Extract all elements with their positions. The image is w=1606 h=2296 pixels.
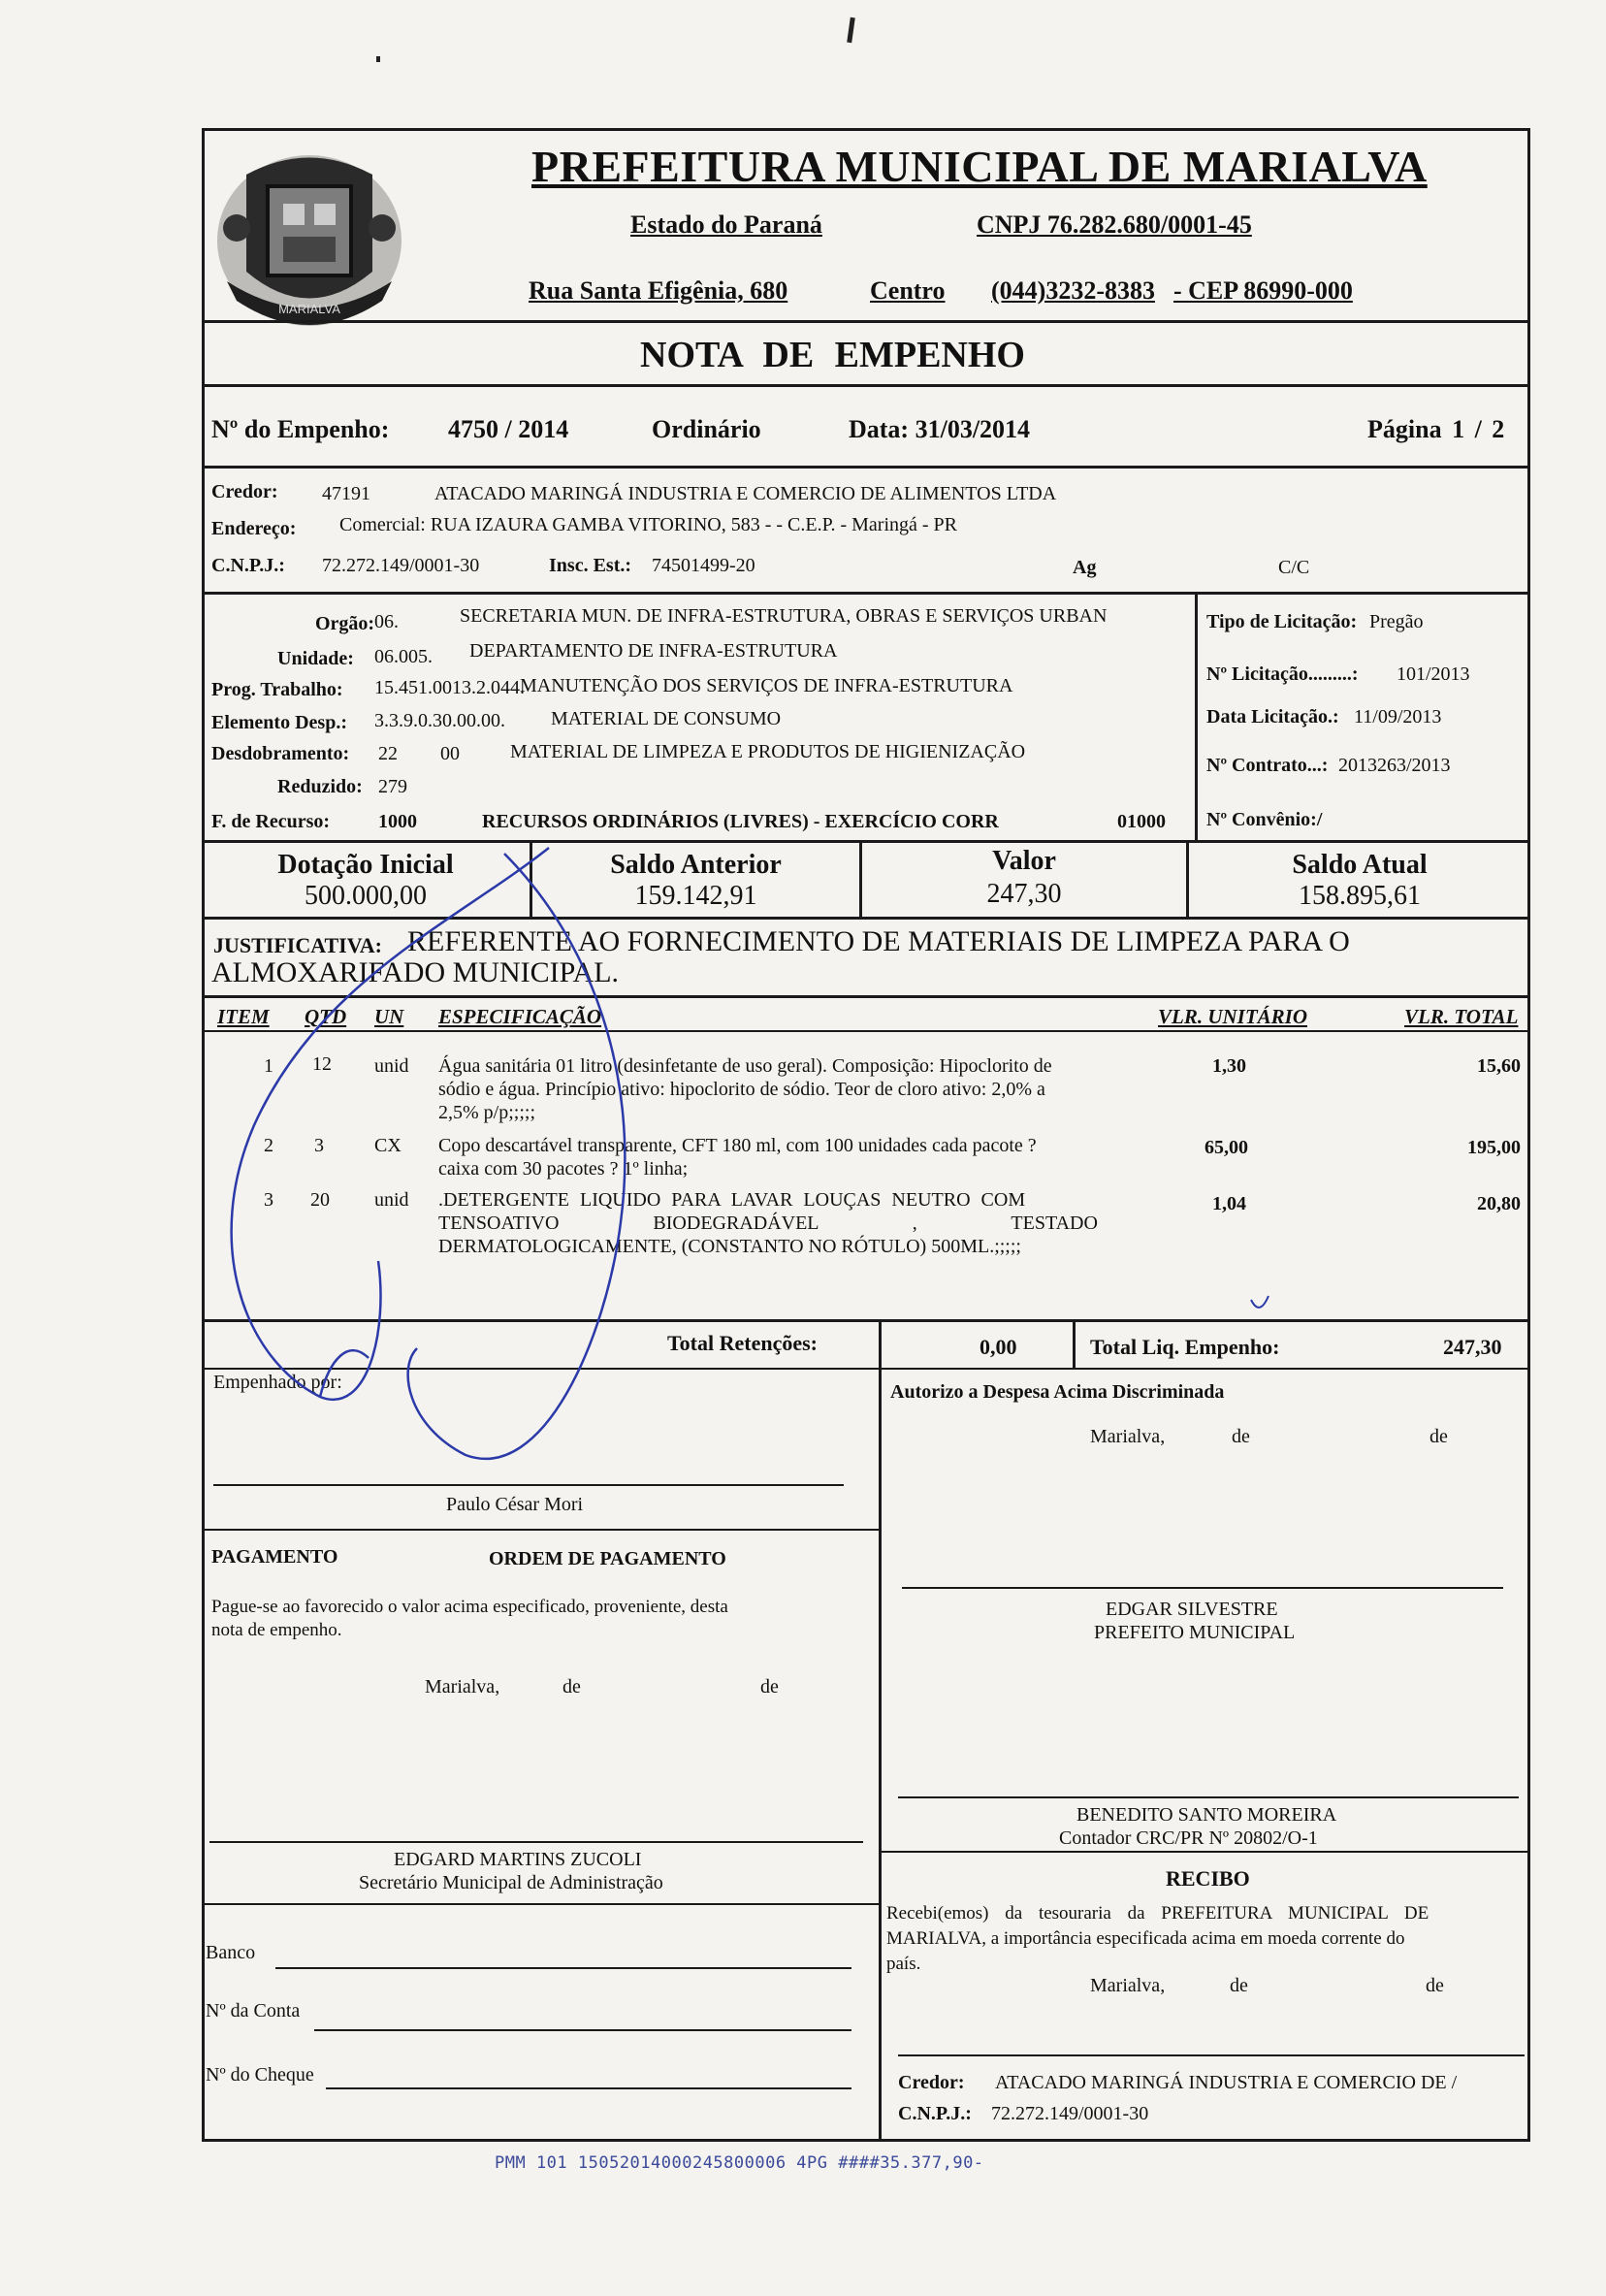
total-liq-value: 247,30 xyxy=(1443,1335,1502,1359)
col-especificacao: ESPECIFICAÇÃO xyxy=(438,1005,602,1028)
signature-line xyxy=(898,1796,1519,1798)
justificativa-label: JUSTIFICATIVA: xyxy=(213,933,383,957)
total-liq-label: Total Liq. Empenho: xyxy=(1090,1335,1280,1359)
col-vlr-unitario: VLR. UNITÁRIO xyxy=(1158,1005,1308,1028)
divider xyxy=(202,995,1530,998)
fonte-name: RECURSOS ORDINÁRIOS (LIVRES) - EXERCÍCIO CORR xyxy=(482,811,999,832)
valor-value: 247,30 xyxy=(986,879,1062,909)
licitacao-num-label: Nº Licitação.........: xyxy=(1206,663,1359,685)
elemento-label: Elemento Desp.: xyxy=(211,712,347,733)
item-number: 2 xyxy=(264,1135,273,1156)
empenho-date: Data: 31/03/2014 xyxy=(849,415,1031,443)
saldo-anterior-value: 159.142,91 xyxy=(634,881,757,911)
item-desc-line: sódio e água. Princípio ativo: hipoclorito de sódio. Teor de cloro ativo: 2,0% a xyxy=(438,1079,1045,1100)
divider xyxy=(1195,592,1198,842)
saldo-atual-value: 158.895,61 xyxy=(1299,881,1421,911)
recibo-text-line3: país. xyxy=(886,1954,921,1974)
item-vlr-unitario: 1,30 xyxy=(1212,1055,1246,1077)
recibo-text-line2: MARIALVA, a importância especificada acima em moeda corrente do xyxy=(886,1928,1405,1949)
banco-field-line xyxy=(275,1967,851,1969)
cheque-label: Nº do Cheque xyxy=(206,2064,314,2086)
banco-label: Banco xyxy=(206,1942,256,1963)
fonte-label: F. de Recurso: xyxy=(211,811,331,832)
municipal-seal xyxy=(208,136,411,340)
header-cnpj: CNPJ 76.282.680/0001-45 xyxy=(977,210,1252,239)
item-vlr-unitario: 1,04 xyxy=(1212,1193,1246,1214)
item-vlr-unitario: 65,00 xyxy=(1204,1137,1248,1158)
licitacao-type-label: Tipo de Licitação: xyxy=(1206,611,1358,632)
pagamento-label: PAGAMENTO xyxy=(211,1546,338,1568)
empenho-number: 4750 / 2014 xyxy=(448,415,569,443)
item-desc-line: TENSOATIVO BIODEGRADÁVEL , TESTADO xyxy=(438,1213,1098,1234)
cheque-field-line xyxy=(326,2087,851,2089)
ordem-pagamento-label: ORDEM DE PAGAMENTO xyxy=(489,1548,726,1569)
seal-text: MARIALVA xyxy=(278,302,340,316)
prog-code: 15.451.0013.2.044. xyxy=(374,677,525,698)
valor-label: Valor xyxy=(992,846,1056,876)
signature-line xyxy=(902,1587,1503,1589)
header-address: Rua Santa Efigênia, 680 xyxy=(529,276,788,305)
recibo-label: RECIBO xyxy=(1166,1866,1250,1891)
licitacao-type: Pregão xyxy=(1369,611,1424,632)
col-item: ITEM xyxy=(217,1005,270,1028)
fonte-code2: 01000 xyxy=(1117,811,1166,832)
item-qtd: 3 xyxy=(314,1135,324,1156)
credor-address: Comercial: RUA IZAURA GAMBA VITORINO, 583 - - C.E.P. - Maringá - PR xyxy=(339,514,958,535)
credor-label: Credor: xyxy=(211,481,278,502)
pagamento-city: Marialva, xyxy=(425,1676,500,1698)
conta-field-line xyxy=(314,2029,851,2031)
secretario-name: EDGARD MARTINS ZUCOLI xyxy=(394,1849,642,1870)
empenho-type: Ordinário xyxy=(652,415,761,443)
signature-line xyxy=(209,1841,863,1843)
desdobramento-code2: 00 xyxy=(440,743,460,764)
recibo-credor-label: Credor: xyxy=(898,2072,965,2093)
licitacao-date: 11/09/2013 xyxy=(1354,706,1442,728)
footer-code: PMM 101 15052014000245800006 4PG ####35.377,90- xyxy=(495,2153,984,2173)
saldo-anterior-label: Saldo Anterior xyxy=(610,850,782,880)
item-un: unid xyxy=(374,1055,409,1077)
item-desc-line: caixa com 30 pacotes ? 1º linha; xyxy=(438,1158,689,1180)
prefeito-role: PREFEITO MUNICIPAL xyxy=(1094,1622,1296,1643)
page-number: Página 1 / 2 xyxy=(1367,415,1505,443)
justificativa-line1: REFERENTE AO FORNECIMENTO DE MATERIAIS DE LIMPEZA PARA O xyxy=(407,925,1350,957)
recibo-de1: de xyxy=(1230,1975,1248,1996)
item-number: 1 xyxy=(264,1055,273,1077)
scan-mark xyxy=(376,56,380,62)
item-desc-line: .DETERGENTE LIQUIDO PARA LAVAR LOUÇAS NEUTRO COM xyxy=(438,1189,1026,1211)
pague-text-line2: nota de empenho. xyxy=(211,1620,342,1640)
secretario-role: Secretário Municipal de Administração xyxy=(359,1872,663,1893)
pagamento-de1: de xyxy=(562,1676,581,1698)
dotacao-inicial-label: Dotação Inicial xyxy=(277,850,454,880)
recibo-city: Marialva, xyxy=(1090,1975,1166,1996)
dotacao-inicial-value: 500.000,00 xyxy=(305,881,427,911)
contrato-value: 2013263/2013 xyxy=(1338,755,1451,776)
endereco-label: Endereço: xyxy=(211,518,297,539)
pagamento-de2: de xyxy=(760,1676,779,1698)
divider xyxy=(1073,1319,1076,1370)
recibo-credor-name: ATACADO MARINGÁ INDUSTRIA E COMERCIO DE / xyxy=(995,2072,1458,2093)
divider xyxy=(202,592,1530,595)
item-number: 3 xyxy=(264,1189,273,1211)
prefeito-name: EDGAR SILVESTRE xyxy=(1106,1599,1278,1620)
header-cep: - CEP 86990-000 xyxy=(1173,276,1353,305)
state-label: Estado do Paraná xyxy=(630,210,822,239)
recibo-text-line1: Recebi(emos) da tesouraria da PREFEITURA MUNICIPAL DE xyxy=(886,1903,1429,1924)
licitacao-num: 101/2013 xyxy=(1397,663,1470,685)
divider xyxy=(879,1851,1530,1853)
header-neighborhood: Centro xyxy=(870,276,946,305)
recibo-de2: de xyxy=(1426,1975,1444,1996)
header-phone: (044)3232-8383 xyxy=(991,276,1155,305)
col-qtd: QTD xyxy=(305,1005,347,1028)
total-retencoes-value: 0,00 xyxy=(980,1335,1017,1359)
divider xyxy=(202,466,1530,469)
cc-label: C/C xyxy=(1278,557,1310,578)
item-un: unid xyxy=(374,1189,409,1211)
licitacao-date-label: Data Licitação.: xyxy=(1206,706,1339,728)
item-vlr-total: 15,60 xyxy=(1477,1055,1521,1077)
unidade-name: DEPARTAMENTO DE INFRA-ESTRUTURA xyxy=(469,640,838,662)
divider xyxy=(202,840,1530,843)
divider xyxy=(202,1529,881,1531)
insc-label: Insc. Est.: xyxy=(549,555,632,576)
col-vlr-total: VLR. TOTAL xyxy=(1404,1005,1519,1028)
item-un: CX xyxy=(374,1135,402,1156)
signature-line xyxy=(213,1484,844,1486)
empenhado-name: Paulo César Mori xyxy=(446,1494,584,1515)
desdobramento-name: MATERIAL DE LIMPEZA E PRODUTOS DE HIGIENIZAÇÃO xyxy=(510,741,1026,762)
empenhado-label: Empenhado por: xyxy=(213,1372,342,1393)
recibo-cnpj: 72.272.149/0001-30 xyxy=(991,2103,1149,2124)
item-desc-line: DERMATOLOGICAMENTE, (CONSTANTO NO RÓTULO) 500ML.;;;;; xyxy=(438,1236,1021,1257)
item-qtd: 12 xyxy=(312,1053,332,1075)
autorizo-city: Marialva, xyxy=(1090,1426,1166,1447)
item-desc-line: Copo descartável transparente, CFT 180 ml, com 100 unidades cada pacote ? xyxy=(438,1135,1037,1156)
autorizo-label: Autorizo a Despesa Acima Discriminada xyxy=(890,1381,1225,1403)
ag-label: Ag xyxy=(1073,557,1097,578)
credor-code: 47191 xyxy=(322,483,370,504)
orgao-name: SECRETARIA MUN. DE INFRA-ESTRUTURA, OBRAS E SERVIÇOS URBAN xyxy=(460,605,1108,627)
scan-mark xyxy=(847,17,855,43)
divider xyxy=(879,1368,882,2142)
elemento-code: 3.3.9.0.30.00.00. xyxy=(374,710,505,731)
conta-label: Nº da Conta xyxy=(206,2000,301,2021)
document-title: NOTA DE EMPENHO xyxy=(640,335,1025,375)
cnpj-label: C.N.P.J.: xyxy=(211,555,285,576)
credor-cnpj: 72.272.149/0001-30 xyxy=(322,555,480,576)
justificativa-line2: ALMOXARIFADO MUNICIPAL. xyxy=(211,956,620,988)
divider xyxy=(202,1368,1530,1370)
signature-line xyxy=(898,2054,1525,2056)
total-retencoes-label: Total Retenções: xyxy=(667,1331,818,1355)
item-qtd: 20 xyxy=(310,1189,330,1211)
autorizo-de2: de xyxy=(1429,1426,1448,1447)
unidade-label: Unidade: xyxy=(277,648,354,669)
contador-name: BENEDITO SANTO MOREIRA xyxy=(1076,1804,1337,1826)
unidade-code: 06.005. xyxy=(374,646,433,667)
convenio-label: Nº Convênio:/ xyxy=(1206,809,1323,830)
divider xyxy=(202,1319,1530,1322)
desdobramento-label: Desdobramento: xyxy=(211,743,350,764)
autorizo-de1: de xyxy=(1232,1426,1250,1447)
empenho-number-label: Nº do Empenho: xyxy=(211,415,390,443)
item-vlr-total: 195,00 xyxy=(1467,1137,1521,1158)
contrato-label: Nº Contrato...: xyxy=(1206,755,1329,776)
divider xyxy=(202,1030,1530,1032)
elemento-name: MATERIAL DE CONSUMO xyxy=(551,708,782,729)
divider xyxy=(879,1319,882,1370)
recibo-cnpj-label: C.N.P.J.: xyxy=(898,2103,972,2124)
item-vlr-total: 20,80 xyxy=(1477,1193,1521,1214)
item-desc-line: Água sanitária 01 litro (desinfetante de uso geral). Composição: Hipoclorito de xyxy=(438,1055,1052,1077)
contador-role: Contador CRC/PR Nº 20802/O-1 xyxy=(1059,1827,1318,1849)
item-desc-line: 2,5% p/p;;;;; xyxy=(438,1102,535,1123)
divider xyxy=(202,320,1530,323)
prog-label: Prog. Trabalho: xyxy=(211,679,343,700)
credor-name: ATACADO MARINGÁ INDUSTRIA E COMERCIO DE ALIMENTOS LTDA xyxy=(434,483,1057,504)
reduzido-label: Reduzido: xyxy=(277,776,363,797)
col-un: UN xyxy=(374,1005,404,1028)
page-title: PREFEITURA MUNICIPAL DE MARIALVA xyxy=(531,142,1428,191)
desdobramento-code1: 22 xyxy=(378,743,398,764)
pague-text-line1: Pague-se ao favorecido o valor acima especificado, proveniente, desta xyxy=(211,1597,728,1617)
divider xyxy=(202,384,1530,387)
fonte-code: 1000 xyxy=(378,811,417,832)
divider xyxy=(202,917,1530,920)
prog-name: MANUTENÇÃO DOS SERVIÇOS DE INFRA-ESTRUTURA xyxy=(520,675,1013,696)
saldo-atual-label: Saldo Atual xyxy=(1292,850,1428,880)
reduzido-value: 279 xyxy=(378,776,407,797)
orgao-label: Orgão: xyxy=(315,613,375,634)
orgao-code: 06. xyxy=(374,611,399,632)
divider xyxy=(202,1903,881,1905)
credor-insc: 74501499-20 xyxy=(652,555,755,576)
